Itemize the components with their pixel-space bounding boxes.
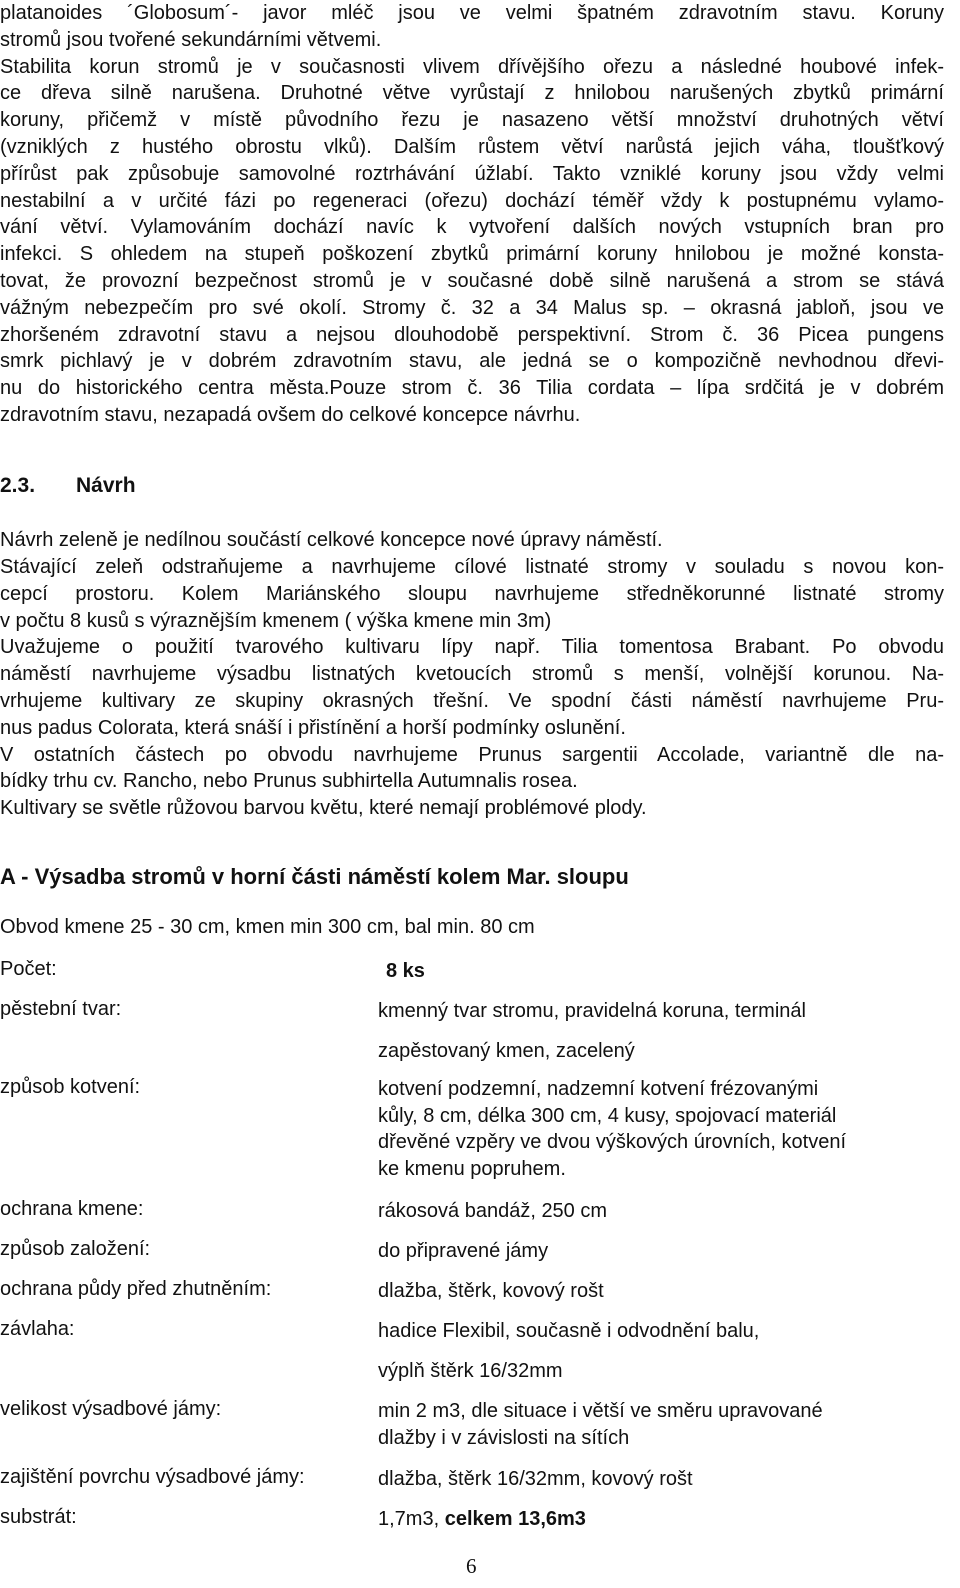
spec-value-line: kotvení podzemní, nadzemní kotvení frézovanými xyxy=(378,1078,819,1100)
spec-value-line: hadice Flexibil, současně i odvodnění balu, xyxy=(378,1320,760,1342)
spec-value-line: kmenný tvar stromu, pravidelná koruna, terminál xyxy=(378,1000,806,1022)
text-line: V ostatních částech po obvodu navrhujeme Prunus sargentii Accolade, variantně dle na- xyxy=(0,743,944,766)
text-line: stromů jsou tvořené sekundárními větvemi. xyxy=(0,28,382,51)
text-line: vážným nebezpečím pro své okolí. Stromy č. 32 a 34 Malus sp. – okrasná jabloň, jsou ve xyxy=(0,296,944,319)
spec-value-line: min 2 m3, dle situace i větší ve směru upravované xyxy=(378,1400,823,1422)
section-number: 2.3. xyxy=(0,474,36,497)
spec-value: dlažba, štěrk 16/32mm, kovový rošt xyxy=(378,1468,693,1490)
text-line: infekci. S ohledem na stupeň poškození zbytků primární koruny hnilobou je možné konsta- xyxy=(0,243,944,266)
text-line: Uvažujeme o použití tvarového kultivaru lípy např. Tilia tomentosa Brabant. Po obvodu xyxy=(0,636,944,659)
spec-label: ochrana kmene: xyxy=(0,1198,144,1220)
text-line: zhoršeném zdravotní stavu a nejsou dlouhodobě perspektivní. Strom č. 36 Picea pungens xyxy=(0,323,944,346)
text-line: nu do historického centra města.Pouze strom č. 36 Tilia cordata – lípa srdčitá je v dobrém xyxy=(0,377,944,400)
spec-value xyxy=(378,1358,563,1385)
spec-value-line: kůly, 8 cm, délka 300 cm, 4 kusy, spojovací materiál xyxy=(378,1104,837,1127)
spec-value-line: dřevěné vzpěry ve dvou výškových úrovních, kotvení xyxy=(378,1131,847,1154)
spec-label: způsob založení: xyxy=(0,1238,151,1260)
spec-value xyxy=(378,1506,586,1533)
section-title: Návrh xyxy=(76,474,136,497)
text-line: zdravotním stavu, nezapadá ovšem do celkové koncepce návrhu. xyxy=(0,403,581,426)
text-line: smrk pichlavý je v dobrém zdravotním stavu, ale jedná se o kompozičně nevhodnou dřevi- xyxy=(0,350,944,373)
spec-label: pěstební tvar: xyxy=(0,998,122,1020)
text-line: bídky trhu cv. Rancho, nebo Prunus subhirtella Autumnalis rosea. xyxy=(0,770,578,793)
text-line: nestabilní a v určité fázi po regeneraci (ořezu) dochází téměř vždy k postupnému vylamo- xyxy=(0,189,944,212)
text-line: platanoides ´Globosum´- javor mléč jsou ve velmi špatném zdravotním stavu. Koruny xyxy=(0,2,944,24)
spec-label: substrát: xyxy=(0,1506,77,1528)
spec-value xyxy=(378,1318,759,1345)
top-paragraph xyxy=(0,0,944,429)
spec-value: rákosová bandáž, 250 cm xyxy=(378,1200,608,1222)
text-line: ce dřeva silně narušena. Druhotné větve vyrůstají z hnilobou narušených zbytků primární xyxy=(0,82,944,105)
spec-label: závlaha: xyxy=(0,1318,75,1340)
spec-value: do připravené jámy xyxy=(378,1240,549,1262)
spec-label: zajištění povrchu výsadbové jámy: xyxy=(0,1466,305,1488)
section-intro xyxy=(0,527,944,554)
substrate-amount: 1,7m3, xyxy=(378,1508,445,1530)
spec-value-line: ke kmenu popruhem. xyxy=(378,1157,566,1180)
text-line: nus padus Colorata, která snáší i přistínění a horší podmínky oslunění. xyxy=(0,716,626,739)
text-line: Stabilita korun stromů je v současnosti vlivem dřívějšího ořezu a následné houbové infek- xyxy=(0,55,944,78)
subsection-heading: A - Výsadba stromů v horní části náměstí kolem Mar. sloupu xyxy=(0,864,629,889)
text-line: tovat, že provozní bezpečnost stromů je v současné době silně narušená a strom se stává xyxy=(0,269,944,292)
text-line: přírůst pak způsobuje samovolné roztrhávání úžlabí. Takto vzniklé koruny jsou vždy velmi xyxy=(0,162,944,185)
spec-value xyxy=(378,1398,823,1451)
spec-value: 8 ks xyxy=(386,960,425,982)
spec-value xyxy=(378,1038,635,1065)
spec-intro: Obvod kmene 25 - 30 cm, kmen min 300 cm, bal min. 80 cm xyxy=(0,916,535,938)
text-line: (vzniklých z hustého obrostu vlků). Dalším růstem větví narůstá jejich váha, tloušťkový xyxy=(0,135,944,158)
spec-label: způsob kotvení: xyxy=(0,1076,141,1098)
spec-value-line: zapěstovaný kmen, zacelený xyxy=(378,1040,635,1062)
spec-value xyxy=(378,1076,846,1182)
spec-value-line: dlažby i v závislosti na sítích xyxy=(378,1426,630,1449)
section-heading xyxy=(0,474,136,498)
text-line: náměstí navrhujeme výsadbu listnatých kvetoucích stromů s menší, volnější korunou. Na- xyxy=(0,663,944,686)
page-number: 6 xyxy=(466,1554,477,1578)
text-line: Stávající zeleň odstraňujeme a navrhujeme cílové listnaté stromy v souladu s novou kon- xyxy=(0,556,944,578)
text-line: koruny, přičemž v místě původního řezu je nasazeno větší množství druhotných větví xyxy=(0,109,944,132)
text-line: vrhujeme kultivary ze skupiny okrasných třešní. Ve spodní části náměstí navrhujeme Pru- xyxy=(0,689,944,712)
spec-label: ochrana půdy před zhutněním: xyxy=(0,1278,272,1300)
spec-label: Počet: xyxy=(0,958,57,980)
spec-value: dlažba, štěrk, kovový rošt xyxy=(378,1280,604,1302)
text-line: vání větví. Vylamováním dochází navíc k vytvoření dalších nových vstupních bran pro xyxy=(0,216,944,239)
spec-label: velikost výsadbové jámy: xyxy=(0,1398,222,1420)
design-paragraph xyxy=(0,554,944,822)
text-line: Návrh zeleně je nedílnou součástí celkové koncepce nové úpravy náměstí. xyxy=(0,529,663,551)
spec-value xyxy=(378,998,806,1025)
text-line: v počtu 8 kusů s výraznějším kmenem ( výška kmene min 3m) xyxy=(0,609,552,632)
substrate-total: celkem 13,6m3 xyxy=(444,1508,586,1530)
text-line: Kultivary se světle růžovou barvou květu, které nemají problémové plody. xyxy=(0,797,647,820)
spec-value-line: výplň štěrk 16/32mm xyxy=(378,1360,563,1382)
text-line: cepcí prostoru. Kolem Mariánského sloupu navrhujeme středněkorunné listnaté stromy xyxy=(0,582,944,605)
